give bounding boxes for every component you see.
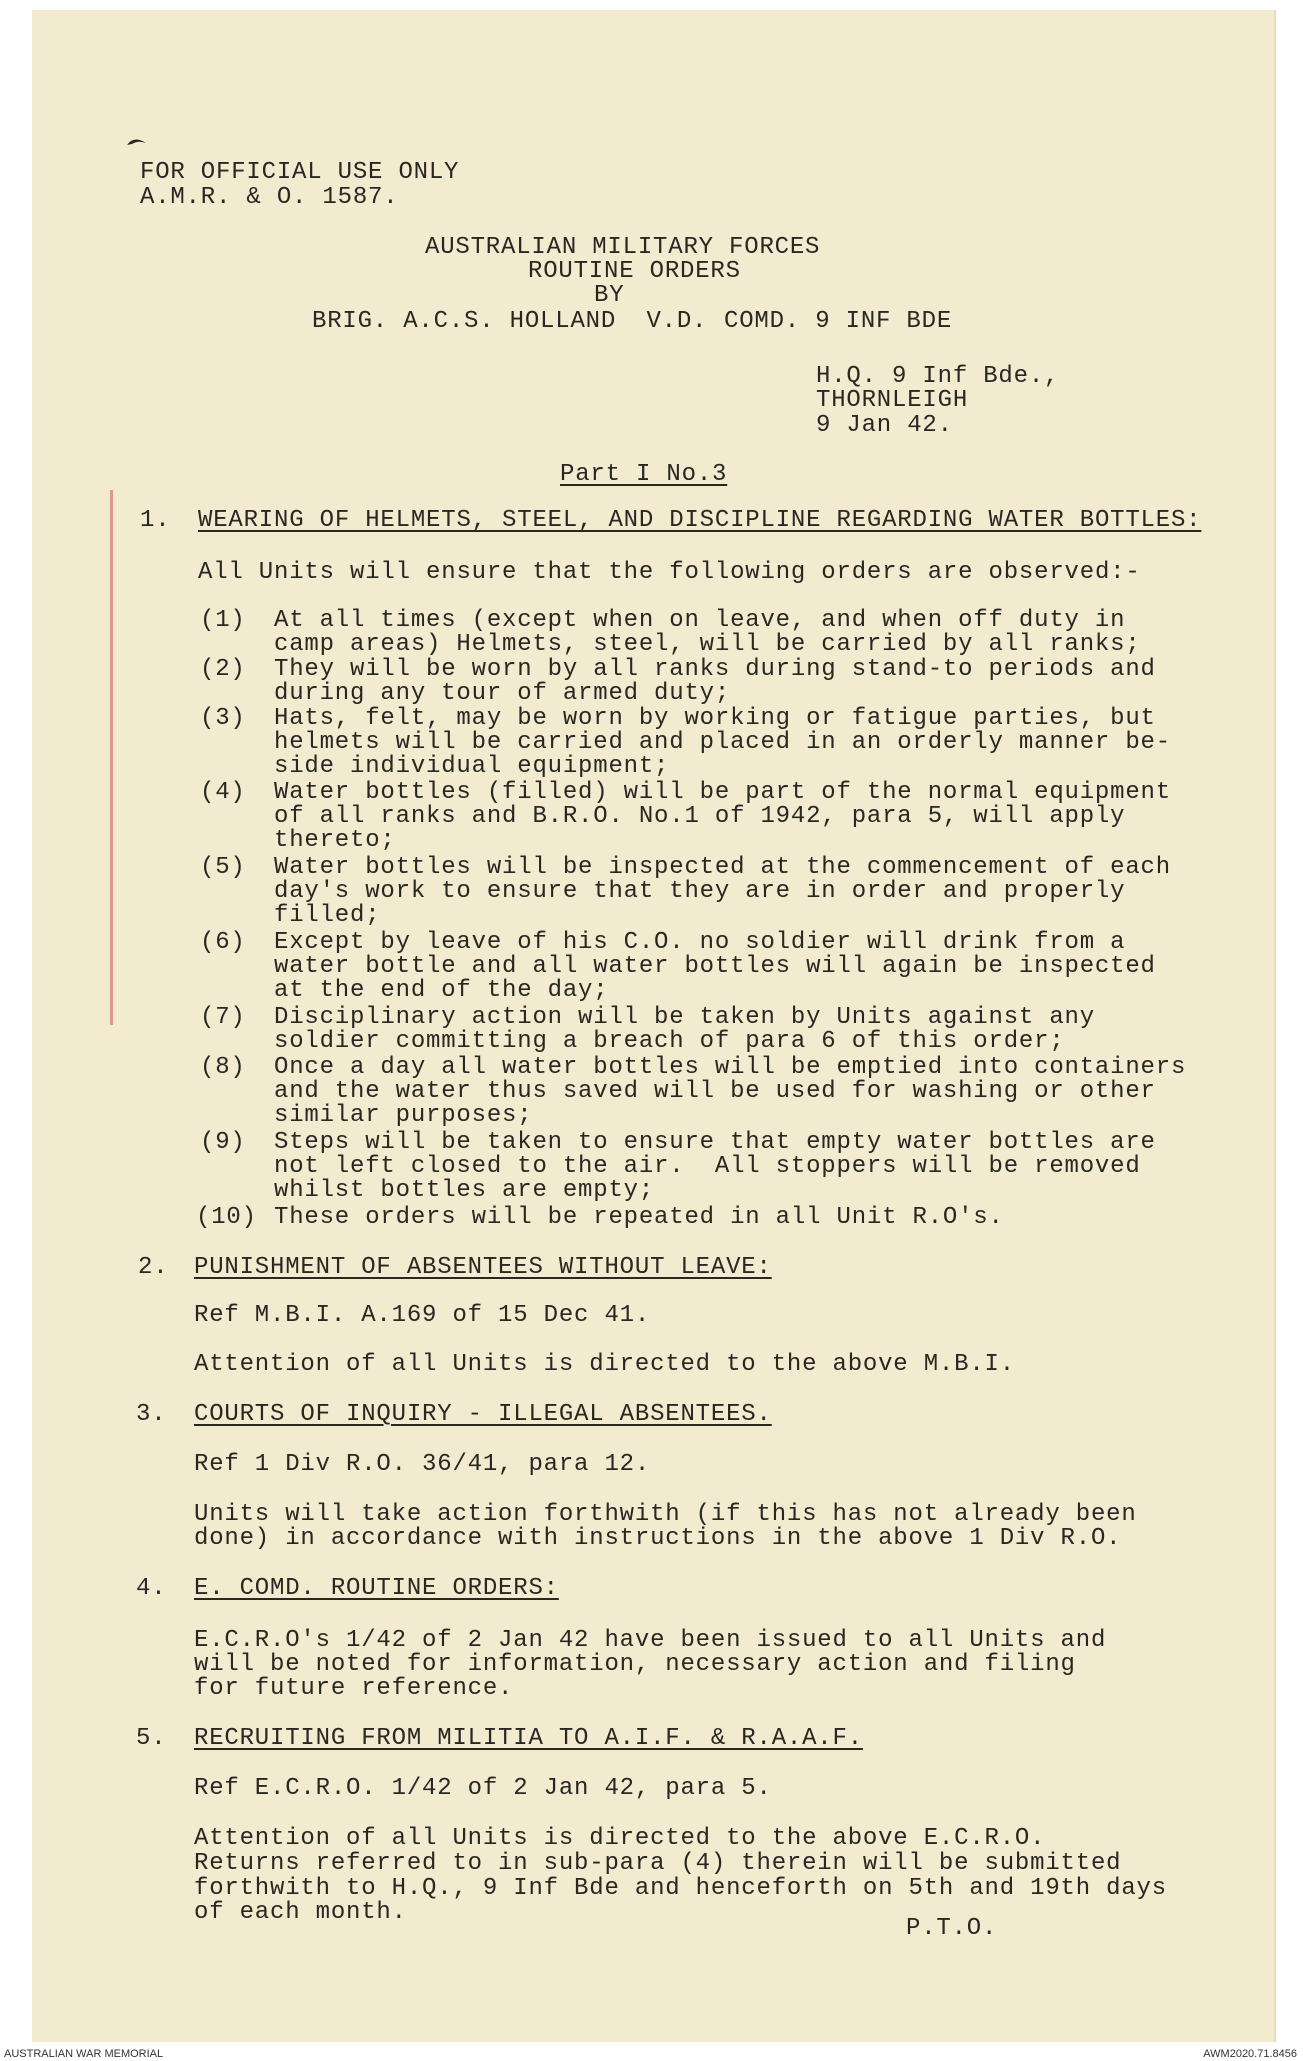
item-line: Steps will be taken to ensure that empty water bottles are xyxy=(274,1129,1156,1156)
order-number: 4. xyxy=(136,1575,167,1602)
order-body-line: of each month. xyxy=(194,1899,407,1926)
order-number: 2. xyxy=(138,1254,169,1281)
item-number: (3) xyxy=(200,705,246,732)
item-number: (1) xyxy=(200,607,246,634)
footer-accession-number: AWM2020.71.8456 xyxy=(1203,2048,1297,2060)
item-number: (2) xyxy=(200,656,246,683)
order-date: 9 Jan 42. xyxy=(816,412,953,439)
order-body-line: for future reference. xyxy=(194,1675,514,1702)
please-turn-over: P.T.O. xyxy=(906,1915,998,1942)
item-line: at the end of the day; xyxy=(274,977,609,1004)
location: THORNLEIGH xyxy=(816,387,969,414)
item-line: thereto; xyxy=(274,827,396,854)
item-line: Disciplinary action will be taken by Units against any xyxy=(274,1004,1095,1031)
item-line: day's work to ensure that they are in order and properly xyxy=(274,878,1126,905)
commander-name: BRIG. A.C.S. HOLLAND V.D. xyxy=(312,308,708,335)
order-number: 5. xyxy=(136,1725,167,1752)
item-line: of all ranks and B.R.O. No.1 of 1942, para 5, will apply xyxy=(274,803,1126,830)
item-number: (9) xyxy=(200,1129,246,1156)
item-line: during any tour of armed duty; xyxy=(274,680,731,707)
item-line: similar purposes; xyxy=(274,1102,533,1129)
order-number: 1. xyxy=(140,507,171,534)
item-line: They will be worn by all ranks during stand-to periods and xyxy=(274,656,1156,683)
item-line: side individual equipment; xyxy=(274,753,670,780)
footer-institution: AUSTRALIAN WAR MEMORIAL xyxy=(4,2048,164,2060)
part-number: Part I No.3 xyxy=(560,461,728,488)
item-line: whilst bottles are empty; xyxy=(274,1177,655,1204)
order-body-line: Attention of all Units is directed to the above E.C.R.O. xyxy=(194,1825,1046,1852)
by-label: BY xyxy=(594,282,625,309)
item-line: Hats, felt, may be worn by working or fatigue parties, but xyxy=(274,705,1156,732)
item-line: filled; xyxy=(274,902,381,929)
ink-blot-icon xyxy=(126,135,148,147)
order-body-line: done) in accordance with instructions in the above 1 Div R.O. xyxy=(194,1525,1122,1552)
red-margin-line xyxy=(110,490,113,1025)
order-body-line: E.C.R.O's 1/42 of 2 Jan 42 have been issued to all Units and xyxy=(194,1627,1107,1654)
item-number: (5) xyxy=(200,854,246,881)
item-number: (10) xyxy=(196,1204,257,1231)
item-number: (4) xyxy=(200,779,246,806)
command-name: COMD. 9 INF BDE xyxy=(724,308,953,335)
item-line: Water bottles (filled) will be part of the normal equipment xyxy=(274,779,1171,806)
reference-number: A.M.R. & O. 1587. xyxy=(140,184,399,211)
classification-label: FOR OFFICIAL USE ONLY xyxy=(140,159,460,186)
item-line: water bottle and all water bottles will again be inspected xyxy=(274,953,1156,980)
item-number: (8) xyxy=(200,1054,246,1081)
item-line: helmets will be carried and placed in an orderly manner be- xyxy=(274,729,1171,756)
order-body-line: Units will take action forthwith (if this has not already been xyxy=(194,1501,1137,1528)
item-line: and the water thus saved will be used for washing or other xyxy=(274,1078,1156,1105)
order-body-line: Attention of all Units is directed to the above M.B.I. xyxy=(194,1351,1015,1378)
order-heading: COURTS OF INQUIRY - ILLEGAL ABSENTEES. xyxy=(194,1401,772,1428)
order-body-line: forthwith to H.Q., 9 Inf Bde and henceforth on 5th and 19th days xyxy=(194,1875,1167,1902)
order-body-line: Returns referred to in sub-para (4) therein will be submitted xyxy=(194,1850,1122,1877)
item-number: (7) xyxy=(200,1004,246,1031)
item-line: Once a day all water bottles will be emptied into containers xyxy=(274,1054,1187,1081)
order-heading: WEARING OF HELMETS, STEEL, AND DISCIPLINE REGARDING WATER BOTTLES: xyxy=(198,507,1202,534)
item-line: soldier committing a breach of para 6 of this order; xyxy=(274,1028,1065,1055)
order-reference: Ref M.B.I. A.169 of 15 Dec 41. xyxy=(194,1302,651,1329)
order-heading: RECRUITING FROM MILITIA TO A.I.F. & R.A.A.F. xyxy=(194,1725,863,1752)
item-line: Water bottles will be inspected at the commencement of each xyxy=(274,854,1171,881)
item-number: (6) xyxy=(200,929,246,956)
document-subtitle: ROUTINE ORDERS xyxy=(528,258,741,285)
item-line: not left closed to the air. All stoppers will be removed xyxy=(274,1153,1141,1180)
item-line: camp areas) Helmets, steel, will be carried by all ranks; xyxy=(274,631,1141,658)
order-intro: All Units will ensure that the following orders are observed:- xyxy=(198,559,1141,586)
order-body-line: will be noted for information, necessary action and filing xyxy=(194,1651,1076,1678)
order-reference: Ref E.C.R.O. 1/42 of 2 Jan 42, para 5. xyxy=(194,1775,772,1802)
item-line: At all times (except when on leave, and when off duty in xyxy=(274,607,1126,634)
item-line: These orders will be repeated in all Unit R.O's. xyxy=(274,1204,1004,1231)
order-heading: E. COMD. ROUTINE ORDERS: xyxy=(194,1575,559,1602)
item-line: Except by leave of his C.O. no soldier will drink from a xyxy=(274,929,1126,956)
order-reference: Ref 1 Div R.O. 36/41, para 12. xyxy=(194,1451,651,1478)
order-number: 3. xyxy=(136,1401,167,1428)
order-heading: PUNISHMENT OF ABSENTEES WITHOUT LEAVE: xyxy=(194,1254,772,1281)
document-title: AUSTRALIAN MILITARY FORCES xyxy=(425,234,821,261)
hq-address: H.Q. 9 Inf Bde., xyxy=(816,363,1060,390)
